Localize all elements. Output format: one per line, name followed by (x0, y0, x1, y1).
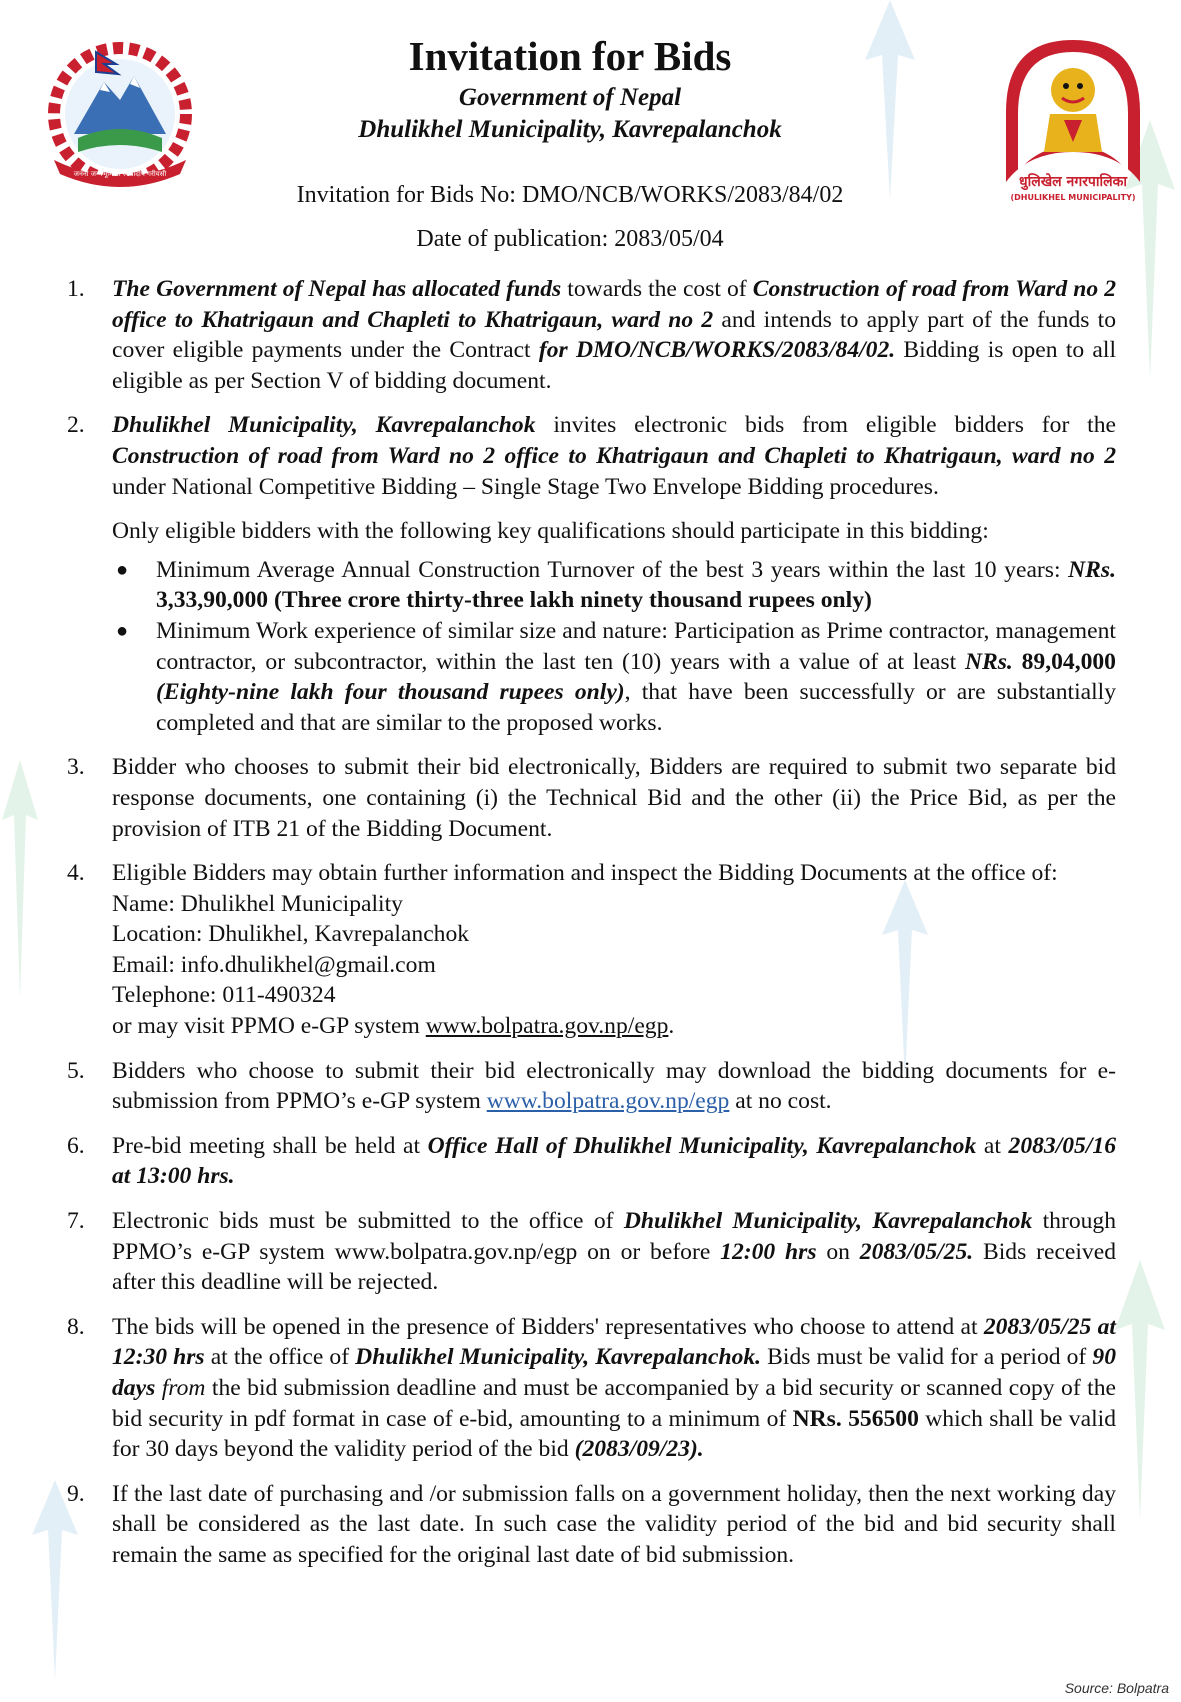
clause-text: on (816, 1238, 860, 1265)
clause-text: from (155, 1375, 206, 1401)
publication-date: Date of publication: 2083/05/04 (416, 226, 724, 252)
turnover-amount: 3,33,90,000 (Three crore thirty-three lakh ninety thousand rupees only) (156, 587, 872, 614)
clause-3 (62, 752, 1116, 844)
deadline-date: 2083/05/25. (859, 1238, 974, 1265)
clause-text: Minimum Average Annual Construction Turnover of the best 3 years within the last 10 years: (156, 556, 1069, 583)
clause-5 (62, 1056, 1116, 1117)
dhulikhel-logo-icon (998, 32, 1148, 208)
bid-security-amount: NRs. 556500 (792, 1405, 919, 1432)
list-item (112, 555, 1116, 616)
funding-source: The Government of Nepal has allocated funds (112, 276, 562, 302)
experience-amount: 89,04,000 (1012, 648, 1116, 675)
clause-number: 8. (67, 1313, 85, 1340)
project-name: Construction of road from Ward no 2 office to Khatrigaun and Chapleti to Khatrigaun, ward no 2 (112, 276, 1116, 333)
nepal-emblem-icon (34, 42, 206, 192)
employer-name: Dhulikhel Municipality, Kavrepalanchok (112, 412, 536, 439)
clause-6 (62, 1131, 1116, 1192)
clause-text: Bidder who chooses to submit their bid electronically, Bidders are required to submit two separate bid response documents, one containing (i) the Technical Bid and the other (ii) the Price Bid, as per the provision of ITB 21 of the Bidding Document. (112, 754, 1116, 842)
employer-name: Dhulikhel Municipality, Kavrepalanchok (623, 1208, 1033, 1235)
clause-text: Eligible Bidders may obtain further information and inspect the Bidding Documents at the office of: (112, 860, 1058, 887)
contact-email: Email: info.dhulikhel@gmail.com (112, 951, 436, 978)
clause-number: 2. (67, 412, 85, 439)
clause-number: 5. (67, 1057, 85, 1084)
validity-period: 90 days (112, 1344, 1116, 1401)
list-item (112, 616, 1116, 738)
logo-name-en: (DHULIKHEL MUNICIPALITY) (1010, 193, 1136, 202)
clause-text: Bids received after this deadline will be rejected. (112, 1238, 1117, 1296)
clause-text: invites electronic bids from eligible bidders for the (535, 412, 1116, 439)
notice-header (250, 30, 890, 146)
clause-number: 1. (67, 276, 85, 302)
government-name: Government of Nepal (458, 84, 682, 111)
clause-text: Bidding is open to all eligible as per Section V of bidding document. (112, 337, 1116, 394)
clause-text: Pre-bid meeting shall be held at (112, 1132, 428, 1159)
clause-text: at the office of (204, 1344, 356, 1371)
clause-text: towards the cost of (561, 276, 753, 302)
meeting-datetime: 2083/05/16 at 13:00 hrs. (112, 1132, 1117, 1190)
clause-2 (62, 410, 1116, 738)
clause-number: 7. (67, 1208, 85, 1235)
clause-text: Bidders who choose to submit their bid electronically may download the bidding documents for e-submission from PPMO’s e-GP system (112, 1057, 1116, 1115)
emblem-motto: जननी जन्मभूमिश्च स्वर्गादपि गरीयसी (73, 170, 167, 178)
source-credit: Source: Bolpatra (1064, 1680, 1169, 1696)
contract-number: for DMO/NCB/WORKS/2083/84/02. (538, 337, 896, 364)
egp-link[interactable]: www.bolpatra.gov.np/egp (486, 1088, 730, 1115)
opening-datetime: 2083/05/25 at 12:30 hrs (112, 1313, 1116, 1371)
bullet-icon: ● (116, 619, 129, 642)
clause-text: at no cost. (729, 1088, 832, 1115)
office-name: Dhulikhel Municipality, Kavrepalanchok (358, 116, 782, 143)
clause-text: Electronic bids must be submitted to the office of (112, 1208, 624, 1235)
clause-7 (62, 1206, 1116, 1298)
employer-name: Dhulikhel Municipality, Kavrepalanchok. (355, 1344, 762, 1371)
contact-telephone: Telephone: 011-490324 (112, 982, 336, 1009)
amount-in-words: (Eighty-nine lakh four thousand rupees only) (156, 679, 625, 706)
clause-text: at (976, 1132, 1009, 1159)
clause-1 (62, 274, 1116, 396)
qualification-intro: Only eligible bidders with the following key qualifications should participate in this bidding: (112, 518, 989, 545)
clause-text: through PPMO’s e-GP system www.bolpatra.gov.np/egp on or before (112, 1208, 1117, 1265)
currency: NRs. (964, 648, 1013, 675)
clause-text: Minimum Work experience of similar size and nature: Participation as Prime contractor, management contractor, or subcontractor, within the last ten (10) years with a value of at least (156, 617, 1116, 675)
clause-text: or may visit PPMO e-GP system (112, 1013, 426, 1040)
clause-8 (62, 1312, 1116, 1465)
clause-text: If the last date of purchasing and /or submission falls on a government holiday, then the next working day shall be considered as the last date. In such case the validity period of the bid and bid security shall remain the same as specified for the original last date of bid submission. (112, 1480, 1116, 1568)
clause-text: and intends to apply part of the funds to cover eligible payments under the Contract (112, 306, 1116, 364)
page-title: Invitation for Bids (408, 33, 732, 79)
clause-text: . (668, 1013, 675, 1040)
clause-text: The bids will be opened in the presence of Bidders' representatives who choose to attend at (112, 1313, 984, 1340)
watermark-arrow-icon (1110, 1260, 1170, 1520)
project-name: Construction of road from Ward no 2 office to Khatrigaun and Chapleti to Khatrigaun, ward no 2 (112, 442, 1116, 469)
watermark-arrow-icon (0, 760, 40, 1000)
bullet-icon: ● (116, 558, 129, 581)
contact-location: Location: Dhulikhel, Kavrepalanchok (112, 921, 470, 948)
logo-name-np: धुलिखेल नगरपालिका (1019, 174, 1127, 190)
clause-number: 9. (67, 1480, 85, 1507)
contact-name: Name: Dhulikhel Municipality (112, 890, 403, 917)
clause-number: 6. (67, 1132, 85, 1159)
deadline-time: 12:00 hrs (720, 1238, 817, 1265)
clause-text: under National Competitive Bidding – Single Stage Two Envelope Bidding procedures. (112, 473, 939, 500)
clause-number: 4. (67, 860, 85, 887)
clause-4 (62, 858, 1116, 1042)
clause-text: , that have been successfully or are substantially completed and that are similar to the proposed works. (156, 679, 1117, 736)
meeting-venue: Office Hall of Dhulikhel Municipality, Kavrepalanchok (427, 1132, 977, 1159)
ifb-number: Invitation for Bids No: DMO/NCB/WORKS/2083/84/02 (296, 182, 844, 208)
egp-link[interactable]: www.bolpatra.gov.np/egp (425, 1013, 669, 1040)
clause-number: 3. (67, 754, 85, 781)
clause-text: Bids must be valid for a period of (761, 1344, 1093, 1371)
security-validity-date: (2083/09/23). (574, 1436, 704, 1463)
clause-9 (62, 1479, 1116, 1571)
notice-body (62, 274, 1116, 1585)
qualification-list (112, 555, 1116, 739)
clause-text: which shall be valid for 30 days beyond the validity period of the bid (112, 1405, 1116, 1463)
currency: NRs. (1068, 556, 1116, 583)
clause-text: the bid submission deadline and must be accompanied by a bid security or scanned copy of the bid security in pdf format in case of e-bid, amounting to a minimum of (112, 1375, 1116, 1432)
